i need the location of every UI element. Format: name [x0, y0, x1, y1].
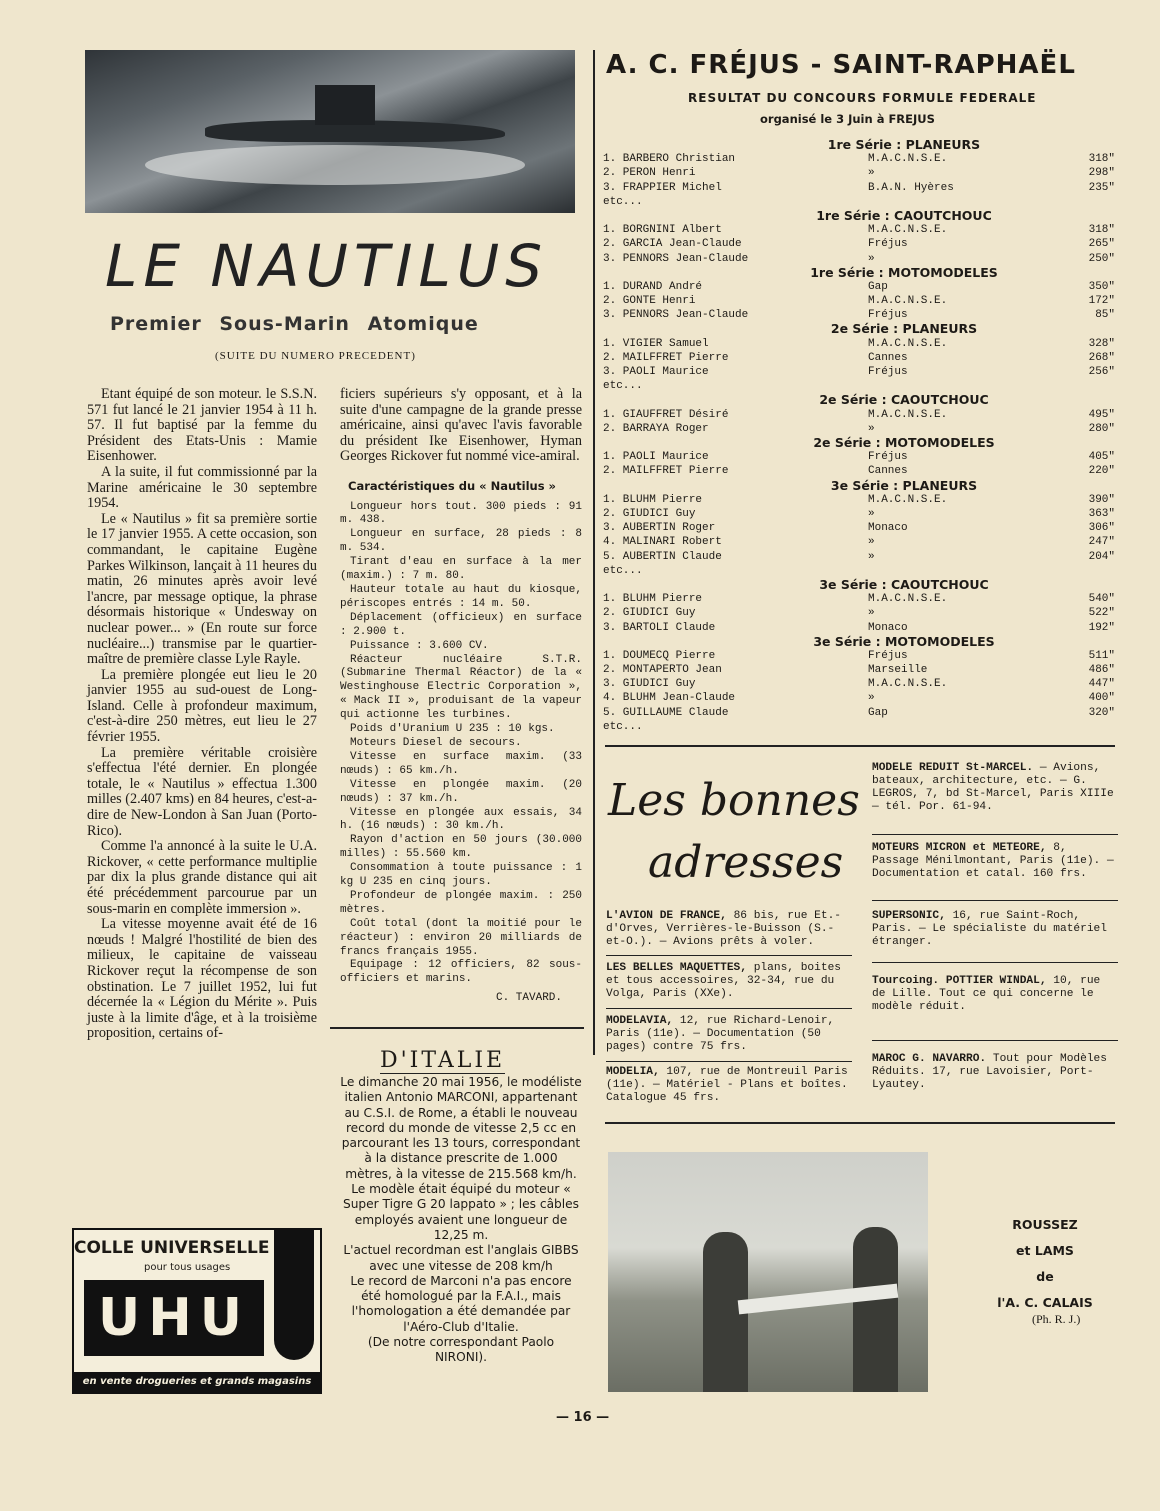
result-row [603, 379, 1115, 393]
competitor-name: 3. PENNORS Jean-Claude [603, 252, 749, 265]
divider [872, 834, 1118, 835]
result-time: 400" [1088, 692, 1115, 705]
competitor-name: 2. GIUDICI Guy [603, 507, 696, 520]
club-name: » [868, 536, 875, 549]
spec-item: Rayon d'action en 50 jours (30.000 milles) : 55.560 km. [340, 834, 582, 861]
club-name: Cannes [868, 465, 908, 478]
club-name: » [868, 607, 875, 620]
spec-item: Coût total (dont la moitié pour le réacteur) : environ 20 milliards de francs français 1955. [340, 917, 582, 958]
spec-item: Consommation à toute puissance : 1 kg U 235 en cinq jours. [340, 862, 582, 889]
address-name: L'AVION DE FRANCE, [606, 910, 727, 922]
club-name: Fréjus [868, 649, 908, 662]
club-name: » [868, 550, 875, 563]
result-time: 318" [1088, 153, 1115, 166]
paragraph: L'actuel recordman est l'anglais GIBBS avec une vitesse de 208 km/h [343, 1243, 579, 1273]
address-entry [872, 842, 1118, 881]
spec-item: Vitesse en plongée maxim. (20 nœuds) : 37 km./h. [340, 778, 582, 805]
competitor-name: 1. PAOLI Maurice [603, 451, 709, 464]
result-row [603, 564, 1115, 578]
result-row [603, 706, 1115, 720]
ad-footer: en vente drogueries et grands magasins [74, 1372, 320, 1392]
spec-item: Vitesse en surface maxim. (33 nœuds) : 65 km./h. [340, 750, 582, 777]
competitor-name: 1. BLUHM Pierre [603, 593, 703, 606]
result-time: 447" [1088, 678, 1115, 691]
result-row [603, 308, 1115, 322]
result-time: 495" [1088, 408, 1115, 421]
spec-item: Equipage : 12 officiers, 82 sous-officiers et marins. [340, 959, 582, 986]
page-number: — 16 — [556, 1410, 610, 1425]
result-row [603, 223, 1115, 237]
series-heading: 1re Série : MOTOMODELES [810, 264, 998, 280]
addresses-title-line: Les bonnes [608, 775, 860, 826]
result-row [603, 606, 1115, 620]
result-row [603, 535, 1115, 549]
results-table [603, 138, 1115, 734]
photo-credit: (Ph. R. J.) [1032, 1312, 1081, 1326]
club-name: » [868, 507, 875, 520]
competitor-name: 2. GONTE Henri [603, 295, 696, 308]
specs-heading: Caractéristiques du « Nautilus » [348, 478, 556, 493]
competitor-name: 1. BORGNINI Albert [603, 224, 722, 237]
spec-item: Longueur hors tout. 300 pieds : 91 m. 438. [340, 500, 582, 527]
divider [606, 1061, 852, 1062]
submarine-photo [85, 50, 575, 213]
divider [872, 1040, 1118, 1041]
glue-tube-icon [274, 1230, 314, 1360]
paragraph: La vitesse moyenne avait été de 16 nœuds ! Malgré l'hostilité de bien des milieux, le capitaine de vaisseau Rickover reçut la récompense de son obstination. Le 7 juillet 1952, lui fut décernée la « Légion du Mérite ». Puis juste à la limite d'âge, et à la troisième proposition, certains of- [87, 916, 317, 1042]
result-row [603, 252, 1115, 266]
address-text: — Avions, bateaux, architecture, etc. — G. LEGROS, 7, bd St-Marcel, Paris XIIIe — tél. Por. 61-94. [872, 762, 1114, 813]
italie-title: D'ITALIE [380, 1048, 506, 1073]
series-heading: 2e Série : CAOUTCHOUC [819, 392, 989, 408]
spec-item: Tirant d'eau en surface à la mer (maxim.) : 7 m. 80. [340, 556, 582, 583]
competitor-name: 3. FRAPPIER Michel [603, 181, 722, 194]
competitor-name: 2. MONTAPERTO Jean [603, 664, 722, 677]
club-name: M.A.C.N.S.E. [868, 224, 948, 237]
paragraph: Comme l'a annoncé à la suite le U.A. Rickover, « cette performance multiplie par dix la plus grande distance qui ait été précédemment parcourue par un sous-marin en complète immersion ». [87, 838, 317, 917]
article-subtitle: Premier Sous-Marin Atomique [110, 313, 479, 335]
specs-list [340, 501, 582, 988]
paragraph: ficiers supérieurs s'y opposant, et à la suite d'une campagne de la grande presse américaine, ainsi qu'avec l'avis favorable du président Ike Eisenhower, Hyman Georges Rickover fut nommé vice-amiral. [340, 386, 582, 465]
address-name: MODELE REDUIT St-MARCEL. [872, 762, 1034, 774]
divider [872, 900, 1118, 901]
address-text: plans, boites et tous accessoires, 32-34, rue du Volga, Paris (XXe). [606, 962, 841, 1000]
series-heading: 1re Série : CAOUTCHOUC [816, 207, 992, 223]
ad-brand: COLLE UNIVERSELLE [74, 1238, 270, 1258]
result-row [603, 181, 1115, 195]
address-name: Tourcoing. POTTIER WINDAL, [872, 975, 1047, 987]
result-time: 235" [1088, 181, 1115, 194]
result-row [603, 237, 1115, 251]
article-column-1 [87, 387, 317, 1042]
caption-line: ROUSSEZ [1012, 1217, 1078, 1232]
result-time: 363" [1088, 507, 1115, 520]
divider [606, 1008, 852, 1009]
club-name: Fréjus [868, 309, 908, 322]
result-time: 85" [1095, 309, 1115, 322]
competitor-name: 4. BLUHM Jean-Claude [603, 692, 736, 705]
address-text: 8, Passage Ménilmontant, Paris (11e). — Documentation et catal. 160 frs. [872, 842, 1114, 880]
contest-date: organisé le 3 Juin à FREJUS [760, 112, 935, 126]
address-text: Tout pour Modèles Réduits. 17, rue Lavoisier, Port-Lyautey. [872, 1053, 1107, 1091]
result-row [603, 450, 1115, 464]
spec-item: Moteurs Diesel de secours. [350, 736, 522, 749]
competitor-name: 1. BLUHM Pierre [603, 493, 703, 506]
address-name: LES BELLES MAQUETTES, [606, 962, 747, 974]
address-name: MAROC G. NAVARRO. [872, 1053, 987, 1065]
club-name: » [868, 252, 875, 265]
divider [330, 1027, 584, 1029]
competitor-name: 2. GIUDICI Guy [603, 607, 696, 620]
result-row [603, 592, 1115, 606]
result-row [603, 550, 1115, 564]
paragraph: La première plongée eut lieu le 20 janvier 1955 au sud-ouest de Long-Island. Celle à profondeur maximum, c'est-à-dire 250 mètres, eut lieu le 27 février 1955. [87, 666, 317, 746]
club-name: M.A.C.N.S.E. [868, 153, 948, 166]
paragraph: Le « Nautilus » fit sa première sortie le 17 janvier 1955. A cette occasion, son commandant, le capitaine Eugène Parkes Wilkinson, lançait à 11 heures du matin, 26 minutes après avoir levé l'ancre, par message optique, la phrase désormais historique « Undesway on nuclear power... » (En route sur force nucléaire...) transmise par le quartier-maître de première classe Lyle Rayle. [87, 510, 317, 668]
competitor-name: 5. GUILLAUME Claude [603, 706, 729, 719]
competitor-name: 5. AUBERTIN Claude [603, 550, 722, 563]
article-column-2 [340, 387, 582, 1007]
spec-item: Déplacement (officieux) en surface : 2.900 t. [340, 611, 582, 638]
club-name: Fréjus [868, 366, 908, 379]
result-row [603, 422, 1115, 436]
result-row [603, 294, 1115, 308]
competitor-name: 3. PAOLI Maurice [603, 366, 709, 379]
club-name: Marseille [868, 664, 928, 677]
address-name: MODELIA, [606, 1066, 660, 1078]
result-time: 256" [1088, 366, 1115, 379]
result-time: 247" [1088, 536, 1115, 549]
result-time: 522" [1088, 607, 1115, 620]
competitor-name: etc... [603, 720, 643, 733]
club-name: M.A.C.N.S.E. [868, 493, 948, 506]
result-row [603, 621, 1115, 635]
spec-item: Profondeur de plongée maxim. : 250 mètres. [340, 889, 582, 916]
continued-note: (SUITE DU NUMERO PRECEDENT) [215, 350, 416, 362]
competitor-name: 1. BARBERO Christian [603, 153, 736, 166]
contest-title: RESULTAT DU CONCOURS FORMULE FEDERALE [688, 91, 1037, 105]
result-time: 268" [1088, 351, 1115, 364]
ad-usage: pour tous usages [144, 1262, 231, 1273]
address-name: MOTEURS MICRON et METEORE, [872, 842, 1047, 854]
club-name: » [868, 422, 875, 435]
divider [605, 745, 1115, 747]
spec-item: Hauteur totale au haut du kiosque, périscopes entrés : 14 m. 50. [340, 584, 582, 610]
club-name: M.A.C.N.S.E. [868, 408, 948, 421]
competitor-name: etc... [603, 195, 643, 208]
addresses-title [608, 770, 860, 894]
article-title: LE NAUTILUS [105, 232, 549, 300]
result-row [603, 365, 1115, 379]
competitor-name: 2. MAILFFRET Pierre [603, 465, 729, 478]
series-heading: 3e Série : PLANEURS [830, 477, 978, 493]
result-row [603, 507, 1115, 521]
result-time: 172" [1088, 295, 1115, 308]
paragraph: Le modèle était équipé du moteur « Super Tigre G 20 lappato » ; les câbles employés avaient une longueur de 12,25 m. [342, 1182, 580, 1242]
club-name: Fréjus [868, 238, 908, 251]
address-entry [606, 962, 852, 1001]
club-name: Gap [868, 280, 888, 293]
club-name: » [868, 167, 875, 180]
competitor-name: etc... [603, 564, 643, 577]
addresses-title-line: adresses [648, 837, 844, 888]
caption-line: l'A. C. CALAIS [997, 1295, 1093, 1310]
result-row [603, 464, 1115, 478]
caption-line: de [1036, 1269, 1054, 1284]
competitor-name: 3. GIUDICI Guy [603, 678, 696, 691]
address-text: 86 bis, rue Et.-d'Orves, Verrières-le-Buisson (S.-et-O.). — Avions prêts à voler. [606, 910, 841, 948]
result-time: 390" [1088, 493, 1115, 506]
result-time: 265" [1088, 238, 1115, 251]
address-entry [606, 910, 852, 949]
address-entry [872, 1053, 1118, 1092]
address-text: 10, rue de Lille. Tout ce qui concerne le modèle réduit. [872, 975, 1101, 1013]
spec-item: Vitesse en plongée aux essais, 34 h. (16 nœuds) : 30 km./h. [340, 806, 582, 833]
address-text: 12, rue Richard-Lenoir, Paris (11e). — Documentation (50 pages) contre 75 frs. [606, 1015, 835, 1053]
result-time: 350" [1088, 280, 1115, 293]
address-entry [872, 975, 1118, 1014]
paragraph: Le dimanche 20 mai 1956, le modéliste italien Antonio MARCONI, appartenant au C.S.I. de Rome, a établi le nouveau record du monde de vitesse 2,5 cc en parcourant les 13 tours, correspondant à la distance prescrite de 1.000 mètres, à la vitesse de 215.568 km/h. [340, 1075, 582, 1181]
competitor-name: 2. BARRAYA Roger [603, 422, 709, 435]
paragraph: A la suite, il fut commissionné par la Marine américaine le 30 septembre 1954. [87, 463, 317, 512]
club-name: M.A.C.N.S.E. [868, 678, 948, 691]
caption-line: et LAMS [1016, 1243, 1074, 1258]
result-time: 298" [1088, 167, 1115, 180]
address-name: SUPERSONIC, [872, 910, 946, 922]
spec-item: Réacteur nucléaire S.T.R. (Submarine Thermal Réactor) de la « Westinghouse Electric Corporation », « Mack II », produisant de la vapeur qui actionne les turbines. [340, 653, 582, 722]
series-heading: 2e Série : PLANEURS [830, 321, 978, 337]
divider [872, 962, 1118, 963]
competitor-name: 1. VIGIER Samuel [603, 337, 709, 350]
divider [605, 1122, 1115, 1124]
club-name: Fréjus [868, 451, 908, 464]
address-text: 16, rue Saint-Roch, Paris. — Le spécialiste du matériel étranger. [872, 910, 1107, 948]
result-time: 306" [1088, 522, 1115, 535]
competitor-name: 4. MALINARI Robert [603, 536, 722, 549]
result-time: 511" [1088, 649, 1115, 662]
competitor-name: 1. GIAUFFRET Désiré [603, 408, 729, 421]
photo-caption [995, 1212, 1095, 1316]
competitor-name: 3. BARTOLI Claude [603, 621, 716, 634]
competitor-name: 3. PENNORS Jean-Claude [603, 309, 749, 322]
column-divider [593, 50, 595, 1055]
modelers-photo [608, 1152, 928, 1392]
address-name: MODELAVIA, [606, 1015, 674, 1027]
club-name: M.A.C.N.S.E. [868, 593, 948, 606]
italie-article [340, 1075, 582, 1366]
result-row [603, 408, 1115, 422]
address-entry [872, 762, 1118, 814]
paragraph: Etant équipé de son moteur. le S.S.N. 571 fut lancé le 21 janvier 1954 à 11 h. 57. Il fut baptisé par la femme du Président des Etats-Unis : Mamie Eisenhower. [87, 386, 317, 465]
address-text: 107, rue de Montreuil Paris (11e). — Matériel - Plans et boîtes. Catalogue 45 frs. [606, 1066, 848, 1104]
uhu-logo: UHU [84, 1280, 264, 1356]
result-row [603, 337, 1115, 351]
series-heading: 1re Série : PLANEURS [827, 137, 981, 152]
result-row [603, 691, 1115, 705]
result-row [603, 493, 1115, 507]
competitor-name: 2. MAILFFRET Pierre [603, 351, 729, 364]
result-time: 486" [1088, 664, 1115, 677]
paragraph: La première véritable croisière s'effectua l'été dernier. En plongée totale, le « Nautilus » effectua 1.300 milles (2.407 kms) en 84 heures, c'est-a-dire de New-London à San Juan (Porto-Rico). [87, 744, 317, 839]
club-name: Gap [868, 706, 888, 719]
competitor-name: etc... [603, 380, 643, 393]
result-row [603, 663, 1115, 677]
divider [606, 955, 852, 956]
club-name: Monaco [868, 522, 908, 535]
club-name: Monaco [868, 621, 908, 634]
result-time: 192" [1088, 621, 1115, 634]
author-signature: C. TAVARD. [495, 992, 562, 1005]
result-time: 540" [1088, 593, 1115, 606]
spec-item: Puissance : 3.600 CV. [350, 639, 489, 652]
club-title: A. C. FRÉJUS - SAINT-RAPHAËL [606, 50, 1076, 80]
address-entry [606, 1066, 852, 1105]
result-row [603, 677, 1115, 691]
result-row [603, 152, 1115, 166]
result-time: 320" [1088, 706, 1115, 719]
result-row [603, 351, 1115, 365]
result-time: 204" [1088, 550, 1115, 563]
club-name: M.A.C.N.S.E. [868, 337, 948, 350]
result-time: 405" [1088, 451, 1115, 464]
result-row [603, 649, 1115, 663]
competitor-name: 3. AUBERTIN Roger [603, 522, 716, 535]
result-row [603, 720, 1115, 734]
club-name: Cannes [868, 351, 908, 364]
result-time: 280" [1088, 422, 1115, 435]
result-time: 318" [1088, 224, 1115, 237]
paragraph: Le record de Marconi n'a pas encore été homologué par la F.A.I., mais l'homologation a été demandée par l'Aéro-Club d'Italie. [350, 1273, 572, 1334]
series-heading: 3e Série : CAOUTCHOUC [819, 576, 989, 592]
uhu-advertisement [72, 1228, 322, 1394]
competitor-name: 1. DOUMECQ Pierre [603, 649, 716, 662]
result-time: 328" [1088, 337, 1115, 350]
club-name: M.A.C.N.S.E. [868, 295, 948, 308]
address-entry [606, 1015, 852, 1054]
series-heading: 3e Série : MOTOMODELES [813, 633, 995, 649]
competitor-name: 2. PERON Henri [603, 167, 696, 180]
competitor-name: 1. DURAND André [603, 280, 703, 293]
spec-item: Poids d'Uranium U 235 : 10 kgs. [350, 723, 555, 736]
paragraph: (De notre correspondant Paolo NIRONI). [367, 1335, 555, 1365]
result-time: 220" [1088, 465, 1115, 478]
club-name: B.A.N. Hyères [868, 181, 954, 194]
series-heading: 2e Série : MOTOMODELES [813, 435, 995, 451]
result-time: 250" [1088, 252, 1115, 265]
result-row [603, 166, 1115, 180]
club-name: » [868, 692, 875, 705]
spec-item: Longueur en surface, 28 pieds : 8 m. 534. [340, 528, 582, 555]
address-entry [872, 910, 1118, 949]
result-row [603, 280, 1115, 294]
competitor-name: 2. GARCIA Jean-Claude [603, 238, 742, 251]
result-row [603, 521, 1115, 535]
result-row [603, 195, 1115, 209]
